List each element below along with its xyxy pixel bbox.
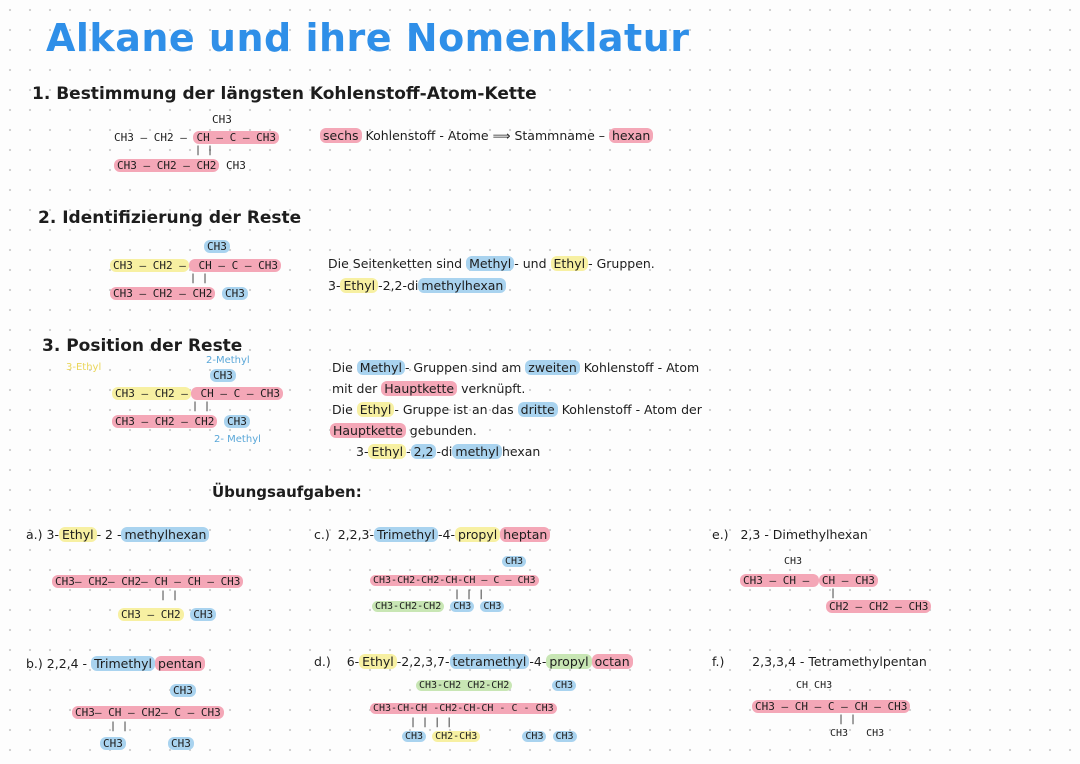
section-3-heading: 3. Position der Reste (42, 336, 243, 356)
s1-main-chain (114, 131, 279, 144)
exercise-b-pentan: pentan (155, 656, 205, 671)
s2-l1-text-a: Die Seitenketten sind (328, 256, 463, 271)
exercises-title: Übungsaufgaben: (212, 483, 362, 501)
s2-l1-methyl: Methyl (466, 256, 514, 271)
exercise-a-bottom-ch3: CH3 (190, 608, 216, 621)
exercise-f-top: CH CH3 (796, 680, 833, 691)
s3-line-3 (332, 402, 702, 417)
exercise-d-b1: CH3 (402, 731, 426, 742)
exercise-b-label: b.) (26, 656, 43, 671)
exercise-c-propyl: propyl (455, 527, 500, 542)
s3-l3-dritte: dritte (518, 402, 558, 417)
exercise-c-bonds: | | | (454, 589, 485, 600)
exercise-d-propyl-chain (416, 680, 512, 691)
exercise-f-title: 2,3,3,4 - Tetramethylpentan (752, 654, 927, 669)
s3-l4-hauptkette: Hauptkette (330, 423, 406, 438)
s2-main-left: CH3 – CH2 – (110, 259, 189, 272)
s1-description (320, 128, 653, 143)
s3-l3-c: Kohlenstoff - Atom der (561, 402, 702, 417)
exercise-a-main (52, 575, 243, 588)
s1-bottom-chain: CH3 – CH2 – CH2 (114, 159, 219, 172)
exercise-c-b1: CH3 (450, 601, 474, 612)
s3-top-ch3 (210, 369, 236, 382)
s3-bottom-ch3: CH3 (224, 415, 250, 428)
exercise-a-main-chain: CH3– CH2– CH2– CH – CH – CH3 (52, 575, 243, 588)
exercise-d-b4: CH3 (553, 731, 577, 742)
s3-l4-b: gebunden. (409, 423, 477, 438)
s2-l2-methyl: methylhexan (418, 278, 506, 293)
exercise-e-bottom (826, 600, 931, 613)
exercise-f-b2: CH3 (866, 728, 885, 739)
exercise-d-propyl: propyl (546, 654, 591, 669)
exercise-f-b1: CH3 (830, 728, 849, 739)
s3-l3-a: Die (332, 402, 353, 417)
exercise-d-ethyl: Ethyl (359, 654, 397, 669)
exercise-b-bottom-left (100, 737, 126, 750)
s2-l1-text-c: - Gruppen. (588, 256, 655, 271)
s2-bottom (110, 287, 248, 300)
exercise-e-bond: | (830, 588, 837, 599)
exercise-d-name-c: -4- (529, 654, 547, 669)
s3-main-chain (112, 387, 283, 400)
s1-bottom (114, 159, 246, 172)
s2-line-1 (328, 256, 655, 271)
exercise-b-main (72, 706, 224, 719)
exercise-a-methyl: methylhexan (121, 527, 209, 542)
s3-line-2 (332, 381, 525, 396)
s1-sechs: sechs (320, 128, 362, 143)
exercise-d-octan: octan (592, 654, 633, 669)
page-title: Alkane und ihre Nomenklatur (46, 16, 690, 60)
s3-top-ch3-label: CH3 (210, 369, 236, 382)
exercise-d-bottom (402, 731, 577, 742)
exercise-b-bottom-right (168, 737, 194, 750)
exercise-e-main-left: CH3 – CH – (740, 574, 819, 587)
exercise-b-b1: CH3 (100, 737, 126, 750)
exercise-c-main-chain: CH3-CH2-CH2-CH-CH – C – CH3 (370, 575, 539, 586)
exercise-a-bottom-ethyl: CH3 – CH2 (118, 608, 184, 621)
s1-bonds: | | (195, 145, 214, 156)
s3-l3-b: - Gruppe ist an das (394, 402, 514, 417)
exercise-f-bonds: | | (838, 714, 857, 725)
exercise-f-main (752, 700, 910, 713)
s3-line-5 (356, 444, 540, 459)
exercise-c-top (502, 556, 526, 567)
exercise-b-name (26, 656, 205, 671)
s2-l1-text-b: - und (514, 256, 547, 271)
section-1-heading: 1. Bestimmung der längsten Kohlenstoff-Atom-Kette (32, 84, 537, 104)
exercise-b-b2: CH3 (168, 737, 194, 750)
s3-l5-d: hexan (501, 444, 541, 459)
exercise-e-main-right: CH – CH3 (819, 574, 878, 587)
exercise-c-name-a: 2,2,3- (337, 527, 375, 542)
s2-main-mid: CH – C – CH3 (189, 259, 281, 272)
exercise-d-top (552, 680, 576, 691)
exercise-d-main (370, 703, 557, 714)
exercise-e-name (712, 527, 868, 542)
s3-line-1 (332, 360, 699, 375)
s2-top-ch3 (204, 240, 230, 253)
exercise-d-b3: CH3 (522, 731, 546, 742)
s2-bonds: | | (190, 273, 209, 284)
s3-l3-ethyl: Ethyl (357, 402, 395, 417)
exercise-e-label: e.) (712, 527, 729, 542)
exercise-c-label: c.) (314, 527, 330, 542)
exercise-c-top-ch3: CH3 (502, 556, 526, 567)
exercise-e-main (740, 574, 878, 587)
s3-l5-c: -di (436, 444, 453, 459)
exercise-d-b2: CH2-CH3 (432, 731, 480, 742)
s3-line-4 (330, 423, 477, 438)
s1-text-mid: Kohlenstoff - Atome ⟹ Stammname – (365, 128, 605, 143)
exercise-d-top-ch3: CH3 (552, 680, 576, 691)
exercise-e-bottom-chain: CH2 – CH2 – CH3 (826, 600, 931, 613)
exercise-e-top: CH3 (784, 556, 803, 567)
exercise-d-propyl-label: CH3-CH2 CH2-CH2 (416, 680, 512, 691)
exercise-c-name-b: -4- (438, 527, 455, 542)
exercise-b-name-a: 2,2,4 - (46, 656, 88, 671)
exercise-c-bottom (372, 601, 504, 612)
exercise-a-ethyl: Ethyl (59, 527, 97, 542)
exercise-b-top-ch3: CH3 (170, 684, 196, 697)
s1-top-ch3: CH3 (212, 113, 232, 126)
exercise-a-name (26, 527, 209, 542)
exercise-a-name-b: - 2 - (96, 527, 122, 542)
s3-l5-ethyl: Ethyl (368, 444, 406, 459)
s2-bottom-ch3: CH3 (222, 287, 248, 300)
exercise-e-title: 2,3 - Dimethylhexan (740, 527, 868, 542)
s3-bonds: | | (192, 401, 211, 412)
s2-l1-ethyl: Ethyl (551, 256, 589, 271)
exercise-f-bottom (830, 728, 884, 739)
exercise-f-label: f.) (712, 654, 725, 669)
exercise-a-bonds: | | (160, 590, 179, 601)
exercise-a-bottom (118, 608, 216, 621)
s2-line-2 (328, 278, 506, 293)
exercise-d-main-chain: CH3-CH-CH -CH2-CH-CH - C - CH3 (370, 703, 557, 714)
exercise-b-trimethyl: Trimethyl (91, 656, 155, 671)
s3-l1-zweiten: zweiten (525, 360, 579, 375)
s1-main-mid: CH – C – CH3 (193, 131, 278, 144)
s1-hexan: hexan (609, 128, 653, 143)
s3-bottom (112, 415, 250, 428)
s3-l5-b: - (406, 444, 411, 459)
s3-l2-a: mit der (332, 381, 378, 396)
s3-l2-b: verknüpft. (461, 381, 526, 396)
s3-main-mid: CH – C – CH3 (191, 387, 283, 400)
exercise-c-main (370, 575, 539, 586)
exercise-c-name (314, 527, 550, 542)
exercise-d-tetramethyl: tetramethyl (450, 654, 530, 669)
s3-l5-methyl: methyl (452, 444, 502, 459)
exercise-a-name-a: 3- (46, 527, 59, 542)
exercise-d-name (314, 654, 633, 669)
s3-l1-c: Kohlenstoff - Atom (583, 360, 700, 375)
exercise-f-main-chain: CH3 – CH – C – CH – CH3 (752, 700, 910, 713)
exercise-a-label: a.) (26, 527, 43, 542)
s3-l5-22: 2,2 (411, 444, 437, 459)
s3-label-2-methyl-top: 2-Methyl (206, 355, 250, 366)
section-2-heading: 2. Identifizierung der Reste (38, 208, 302, 228)
exercise-c-propyl-chain: CH3-CH2-CH2 (372, 601, 444, 612)
s3-label-3-ethyl: 3-Ethyl (66, 362, 102, 373)
exercise-d-name-a: 6- (346, 654, 360, 669)
s2-bottom-chain: CH3 – CH2 – CH2 (110, 287, 215, 300)
s3-main-left: CH3 – CH2 – (112, 387, 191, 400)
exercise-b-main-chain: CH3– CH – CH2– C – CH3 (72, 706, 224, 719)
s3-l1-a: Die (332, 360, 353, 375)
exercise-f-name (712, 654, 927, 669)
s3-l5-a: 3- (356, 444, 369, 459)
s2-l2-ethyl: Ethyl (340, 278, 378, 293)
s3-label-2-methyl-bottom: 2- Methyl (214, 434, 261, 445)
exercise-c-heptan: heptan (500, 527, 550, 542)
s1-bottom-ch3: CH3 (225, 159, 246, 172)
s2-l2-text-b: -2,2-di (378, 278, 419, 293)
s3-l1-b: - Gruppen sind am (404, 360, 522, 375)
exercise-d-name-b: -2,2,3,7- (396, 654, 450, 669)
exercise-d-bonds: | | | | (410, 717, 453, 728)
s2-main-chain (110, 259, 281, 272)
s1-main-left: CH3 – CH2 – (114, 131, 194, 144)
exercise-b-top (170, 684, 196, 697)
s2-l2-text-a: 3- (328, 278, 341, 293)
exercise-b-bonds: | | (110, 721, 129, 732)
s3-bottom-chain: CH3 – CH2 – CH2 (112, 415, 217, 428)
s3-l1-methyl: Methyl (357, 360, 405, 375)
s2-top-ch3-label: CH3 (204, 240, 230, 253)
exercise-c-b2: CH3 (480, 601, 504, 612)
s3-l2-hauptkette: Hauptkette (381, 381, 457, 396)
exercise-c-trimethyl: Trimethyl (374, 527, 438, 542)
exercise-d-label: d.) (314, 654, 331, 669)
